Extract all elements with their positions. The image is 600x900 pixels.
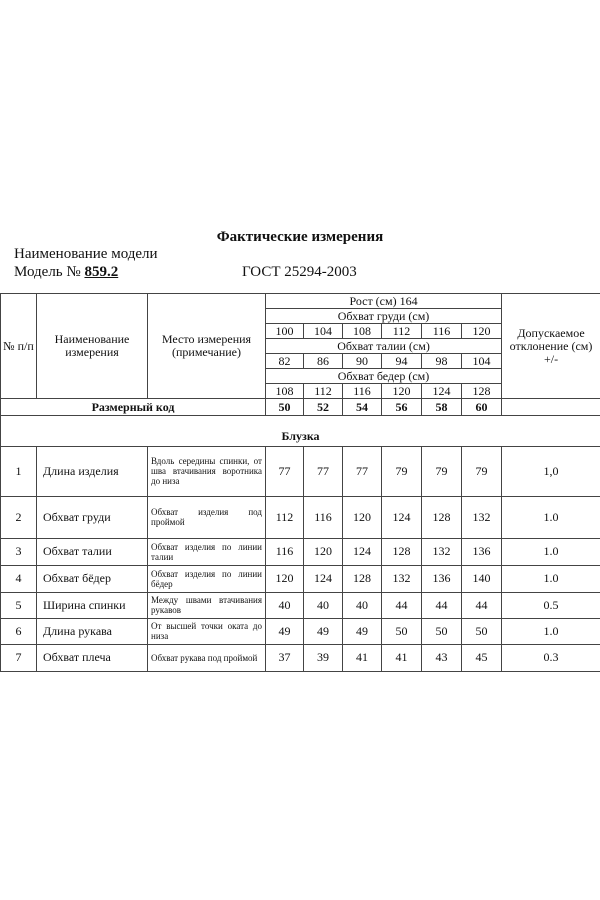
header-height: Рост (см) 164: [266, 294, 502, 309]
size-code: 58: [422, 399, 462, 416]
row-value: 50: [382, 618, 422, 644]
row-value: 44: [422, 592, 462, 618]
row-value: 132: [382, 565, 422, 592]
row-name: Обхват плеча: [37, 644, 148, 671]
chest-value: 108: [343, 324, 382, 339]
row-num: 5: [1, 592, 37, 618]
hips-value: 116: [343, 384, 382, 399]
table-row: [1, 618, 600, 644]
size-code: 52: [304, 399, 343, 416]
table-row: [1, 565, 600, 592]
hips-value: 128: [462, 384, 502, 399]
row-value: 40: [304, 592, 343, 618]
header-hips: Обхват бедер (см): [266, 369, 502, 384]
row-tolerance: 0.5: [502, 592, 600, 618]
size-code-label: Размерный код: [1, 399, 266, 416]
row-value: 128: [422, 496, 462, 538]
size-code: 56: [382, 399, 422, 416]
row-tolerance: 1.0: [502, 618, 600, 644]
row-value: 116: [304, 496, 343, 538]
row-value: 140: [462, 565, 502, 592]
waist-value: 104: [462, 354, 502, 369]
row-value: 50: [422, 618, 462, 644]
document-title: Фактические измерения: [216, 229, 384, 245]
waist-value: 90: [343, 354, 382, 369]
row-value: 124: [304, 565, 343, 592]
waist-value: 86: [304, 354, 343, 369]
row-value: 49: [343, 618, 382, 644]
row-num: 7: [1, 644, 37, 671]
chest-value: 116: [422, 324, 462, 339]
row-name: Длина изделия: [37, 446, 148, 496]
row-value: 128: [382, 538, 422, 565]
row-name: Обхват бёдер: [37, 565, 148, 592]
row-tolerance: 1.0: [502, 538, 600, 565]
header-place: Место измерения (примечание): [148, 294, 266, 399]
row-name: Обхват талии: [37, 538, 148, 565]
row-value: 136: [462, 538, 502, 565]
section-title: Блузка: [1, 428, 600, 446]
chest-value: 120: [462, 324, 502, 339]
waist-value: 98: [422, 354, 462, 369]
row-tolerance: 1,0: [502, 446, 600, 496]
row-value: 116: [266, 538, 304, 565]
row-value: 79: [462, 446, 502, 496]
model-label: Модель №: [14, 264, 81, 280]
row-value: 39: [304, 644, 343, 671]
row-value: 77: [266, 446, 304, 496]
chest-value: 100: [266, 324, 304, 339]
waist-value: 82: [266, 354, 304, 369]
hips-value: 124: [422, 384, 462, 399]
section-spacer: [1, 416, 600, 429]
size-code: 50: [266, 399, 304, 416]
gost-label: ГОСТ 25294-2003: [242, 264, 357, 280]
row-value: 50: [462, 618, 502, 644]
row-note: Между швами втачивания рукавов: [148, 592, 266, 618]
row-tolerance: 1.0: [502, 565, 600, 592]
row-value: 40: [343, 592, 382, 618]
row-value: 132: [422, 538, 462, 565]
row-note: Обхват изделия по линии талии: [148, 538, 266, 565]
row-num: 3: [1, 538, 37, 565]
size-code-tolerance: [502, 399, 600, 416]
hips-value: 120: [382, 384, 422, 399]
header-waist: Обхват талии (см): [266, 339, 502, 354]
size-code: 54: [343, 399, 382, 416]
row-note: Обхват изделия по линии бёдер: [148, 565, 266, 592]
row-value: 43: [422, 644, 462, 671]
row-value: 124: [382, 496, 422, 538]
size-code: 60: [462, 399, 502, 416]
row-value: 45: [462, 644, 502, 671]
row-name: Обхват груди: [37, 496, 148, 538]
row-name: Ширина спинки: [37, 592, 148, 618]
row-value: 77: [343, 446, 382, 496]
header-chest: Обхват груди (см): [266, 309, 502, 324]
table-row: [1, 538, 600, 565]
row-tolerance: 1.0: [502, 496, 600, 538]
row-name: Длина рукава: [37, 618, 148, 644]
row-value: 49: [304, 618, 343, 644]
header-tolerance: Допускаемое отклонение (см) +/-: [502, 294, 600, 399]
table-row: [1, 592, 600, 618]
row-num: 6: [1, 618, 37, 644]
row-value: 41: [382, 644, 422, 671]
measurements-table: [0, 293, 600, 672]
hips-value: 112: [304, 384, 343, 399]
row-value: 120: [304, 538, 343, 565]
row-note: От высшей точки оката до низа: [148, 618, 266, 644]
row-note: Вдоль середины спинки, от шва втачивания воротника до низа: [148, 446, 266, 496]
chest-value: 104: [304, 324, 343, 339]
row-value: 120: [266, 565, 304, 592]
row-value: 132: [462, 496, 502, 538]
row-value: 44: [382, 592, 422, 618]
header-name: Наименование измерения: [37, 294, 148, 399]
row-value: 49: [266, 618, 304, 644]
waist-value: 94: [382, 354, 422, 369]
row-num: 2: [1, 496, 37, 538]
model-number: 859.2: [84, 264, 119, 280]
row-tolerance: 0.3: [502, 644, 600, 671]
size-code-row: [1, 399, 600, 416]
row-num: 4: [1, 565, 37, 592]
model-name-label: Наименование модели: [14, 246, 158, 262]
row-note: Обхват изделия под проймой: [148, 496, 266, 538]
row-note: Обхват рукава под проймой: [148, 644, 266, 671]
chest-value: 112: [382, 324, 422, 339]
table-row: [1, 496, 600, 538]
model-number-line: [14, 264, 164, 281]
row-num: 1: [1, 446, 37, 496]
row-value: 79: [382, 446, 422, 496]
row-value: 79: [422, 446, 462, 496]
table-row: [1, 446, 600, 496]
hips-value: 108: [266, 384, 304, 399]
row-value: 120: [343, 496, 382, 538]
row-value: 124: [343, 538, 382, 565]
row-value: 40: [266, 592, 304, 618]
row-value: 44: [462, 592, 502, 618]
row-value: 112: [266, 496, 304, 538]
row-value: 41: [343, 644, 382, 671]
row-value: 77: [304, 446, 343, 496]
row-value: 128: [343, 565, 382, 592]
header-num: № п/п: [1, 294, 37, 399]
row-value: 37: [266, 644, 304, 671]
row-value: 136: [422, 565, 462, 592]
table-row: [1, 644, 600, 671]
